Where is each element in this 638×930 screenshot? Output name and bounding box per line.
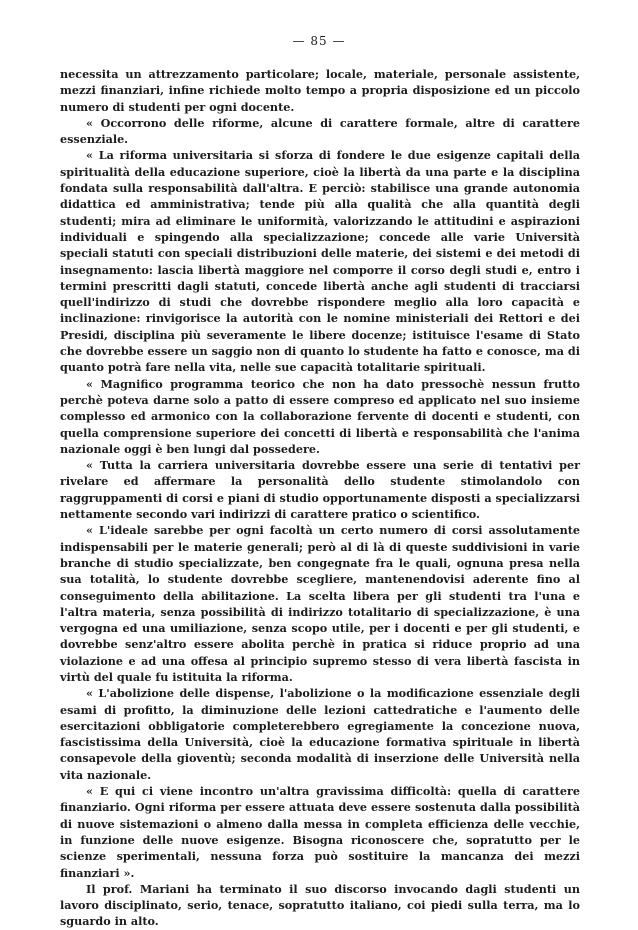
- paragraph-career: « Tutta la carriera universitaria dovrebbe essere una serie di tentativi per rivelare ed affermare la personalità dello studente stimolandolo con raggruppamenti di corsi e piani di studio opportunamente disposti a specializzarsi nettamente secondo vari indirizzi di carattere pratico o scientifico.: [60, 458, 580, 522]
- page-number: — 85 —: [292, 34, 346, 48]
- paragraph-continued: necessita un attrezzamento particolare; locale, materiale, personale assistente, mezzi finanziari, infine richiede molto tempo a propria disposizione ed un piccolo numero di studenti per ogni docente.: [60, 67, 580, 114]
- paragraph-university-reform: « La riforma universitaria si sforza di fondere le due esigenze capitali della spiritualità della educazione superiore, cioè la libertà da una parte e la disciplina fondata sulla responsabilità dall'altra. E perciò: stabilisce una grande autonomia didattica ed amministrativa; tende più alla qualità che alla quantità degli studenti; mira ad eliminare le uniformità, valorizzando le attitudini e aspirazioni individuali e spingendo alla specializzazione; concede alle varie Università speciali statuti con speciali distribuzioni delle materie, dei sistemi e dei metodi di insegnamento: lascia libertà maggiore nel comporre il corso degli studi e, entro i termini prescritti dagli statuti, concede libertà anche agli studenti di tracciarsi quell'indirizzo di studi che dovrebbe rispondere meglio alla loro capacità e inclinazione: rinvigorisce la autorità con le nomine ministeriali dei Rettori e dei Presidi, disciplina più severamente le libere docenze; istituisce l'esame di Stato che dovrebbe essere un saggio non di quanto lo studente ha fatto e conosce, ma di quanto potrà fare nella vita, nelle sue capacità totalitarie spirituali.: [60, 148, 580, 375]
- paragraph-abolition: « L'abolizione delle dispense, l'abolizione o la modificazione essenziale degli esami di profitto, la diminuzione delle lezioni cattedratiche e l'aumento delle esercitazioni obbligatorie completerebbero egregiamente la concezione nuova, fascistissima della Università, cioè la educazione formativa spirituale in libertà consapevole della gioventù; seconda modalità di inserzione delle Università nella vita nazionale.: [60, 686, 580, 782]
- paragraph-ideal: « L'ideale sarebbe per ogni facoltà un certo numero di corsi assolutamente indispensabili per le materie generali; però al di là di queste suddivisioni in varie branche di studio specializzate, ben congegnate fra le quali, ognuna presa nella sua totalità, lo studente dovrebbe scegliere, mantenendovisi aderente fino al conseguimento della abilitazione. La scelta libera per gli studenti tra l'una e l'altra materia, senza possibilità di indirizzo totalitario di specializzazione, è una vergogna ed una umiliazione, senza scopo utile, per i docenti e per gli studenti, e dovrebbe senz'altro essere abolita perchè in pratica si riduce proprio ad una violazione e ad una offesa al principio supremo stesso di vera libertà fascista in virtù del quale fu istituita la riforma.: [60, 523, 580, 684]
- paragraph-theoretical-program: « Magnifico programma teorico che non ha dato pressochè nessun frutto perchè poteva darne solo a patto di essere compreso ed applicato nel suo insieme complesso ed armonico con la collaborazione fervente di docenti e studenti, con quella comprensione superiore dei concetti di libertà e responsabilità che l'anima nazionale oggi è ben lungi dal possedere.: [60, 376, 580, 456]
- paragraph-reforms-intro: « Occorrono delle riforme, alcune di carattere formale, altre di carattere essenziale.: [60, 115, 580, 147]
- paragraph-conclusion: Il prof. Mariani ha terminato il suo discorso invocando dagli studenti un lavoro disciplinato, serio, tenace, sopratutto italiano, coi piedi sulla terra, ma lo sguardo in alto.: [60, 881, 580, 929]
- paragraph-financial: « E qui ci viene incontro un'altra gravissima difficoltà: quella di carattere finanziario. Ogni riforma per essere attuata deve essere sostenuta dalla possibilità di nuove sistemazioni o almeno dalla messa in completa efficienza delle vecchie, in funzione delle nuove esigenze. Bisogna riconoscere che, sopratutto per le scienze sperimentali, nessuna forza può sostituire la mancanza dei mezzi finanziari ».: [60, 784, 580, 880]
- body-text: [60, 66, 580, 930]
